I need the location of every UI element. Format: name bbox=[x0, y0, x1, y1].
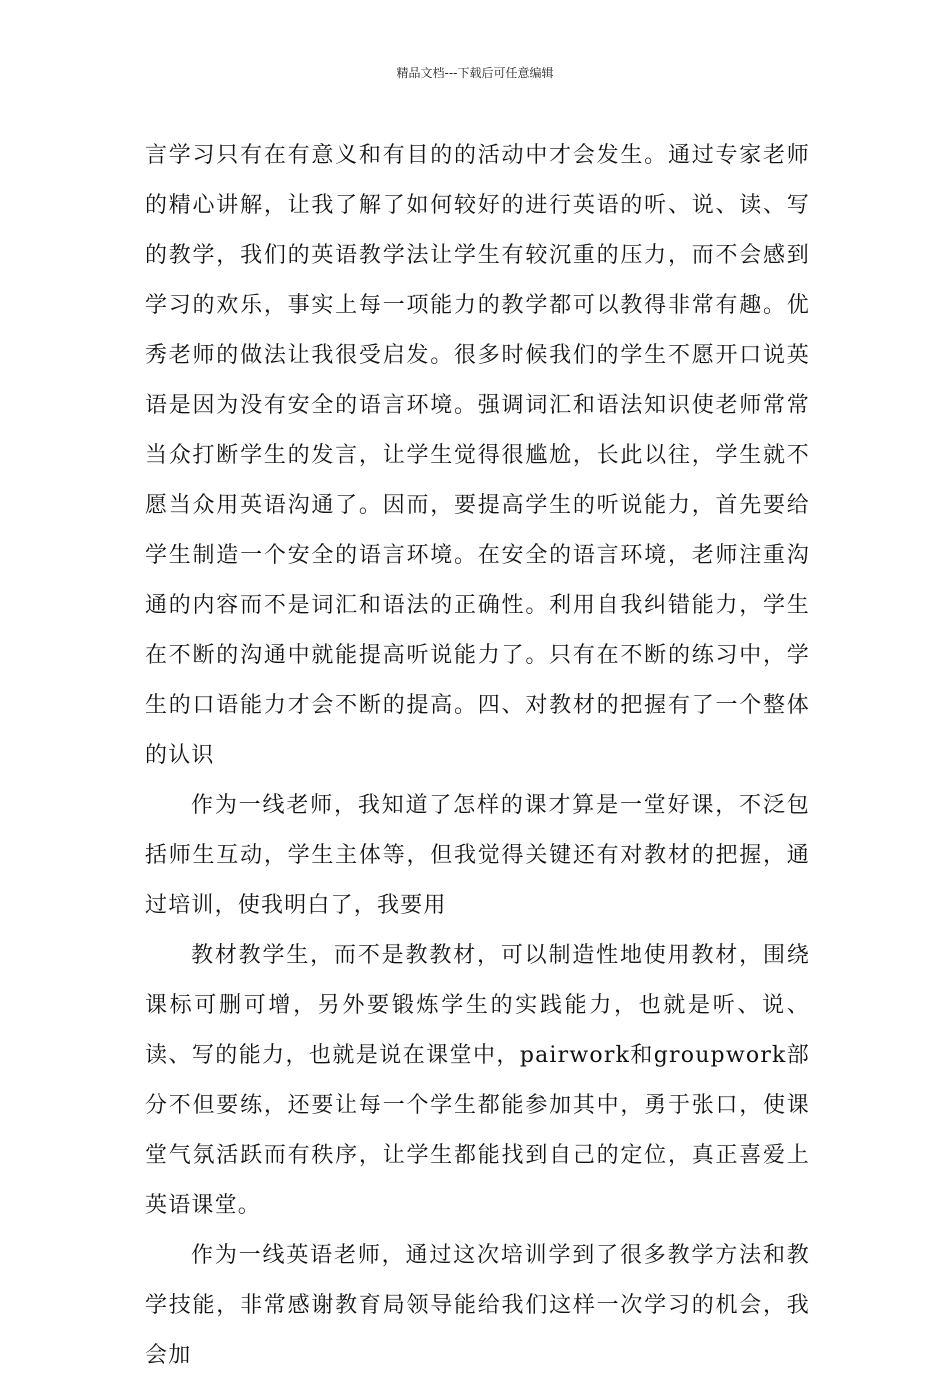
paragraph-continuation: 言学习只有在有意义和有目的的活动中才会发生。通过专家老师的精心讲解，让我了解了如何较好的进行英语的听、说、读、写的教学，我们的英语教学法让学生有较沉重的压力，而不会感到学习的欢乐，事实上每一项能力的教学都可以教得非常有趣。优秀老师的做法让我很受启发。很多时候我们的学生不愿开口说英语是因为没有安全的语言环境。强调词汇和语法知识使老师常常当众打断学生的发言，让学生觉得很尴尬，长此以往，学生就不愿当众用英语沟通了。因而，要提高学生的听说能力，首先要给学生制造一个安全的语言环境。在安全的语言环境，老师注重沟通的内容而不是词汇和语法的正确性。利用自我纠错能力，学生在不断的沟通中就能提高听说能力了。只有在不断的练习中，学生的口语能力才会不断的提高。四、对教材的把握有了一个整体的认识 bbox=[145, 143, 810, 768]
page-header: 精品文档---下载后可任意编辑 bbox=[396, 66, 554, 80]
document-body bbox=[145, 131, 810, 1381]
paragraph-teaching-material: 作为一线老师，我知道了怎样的课才算是一堂好课，不泛包括师生互动，学生主体等，但我觉得关键还有对教材的把握，通过培训，使我明白了，我要用 bbox=[145, 793, 810, 918]
paragraph-using-material: 教材教学生，而不是教教材，可以制造性地使用教材，围绕课标可删可增，另外要锻炼学生的实践能力，也就是听、说、读、写的能力，也就是说在课堂中，pairwork和groupwork部分不但要练，还要让每一个学生都能参加其中，勇于张口，使课堂气氛活跃而有秩序，让学生都能找到自己的定位，真正喜爱上英语课堂。 bbox=[145, 943, 810, 1218]
paragraph-conclusion: 作为一线英语老师，通过这次培训学到了很多教学方法和教学技能，非常感谢教育局领导能给我们这样一次学习的机会，我会加 bbox=[145, 1243, 810, 1368]
